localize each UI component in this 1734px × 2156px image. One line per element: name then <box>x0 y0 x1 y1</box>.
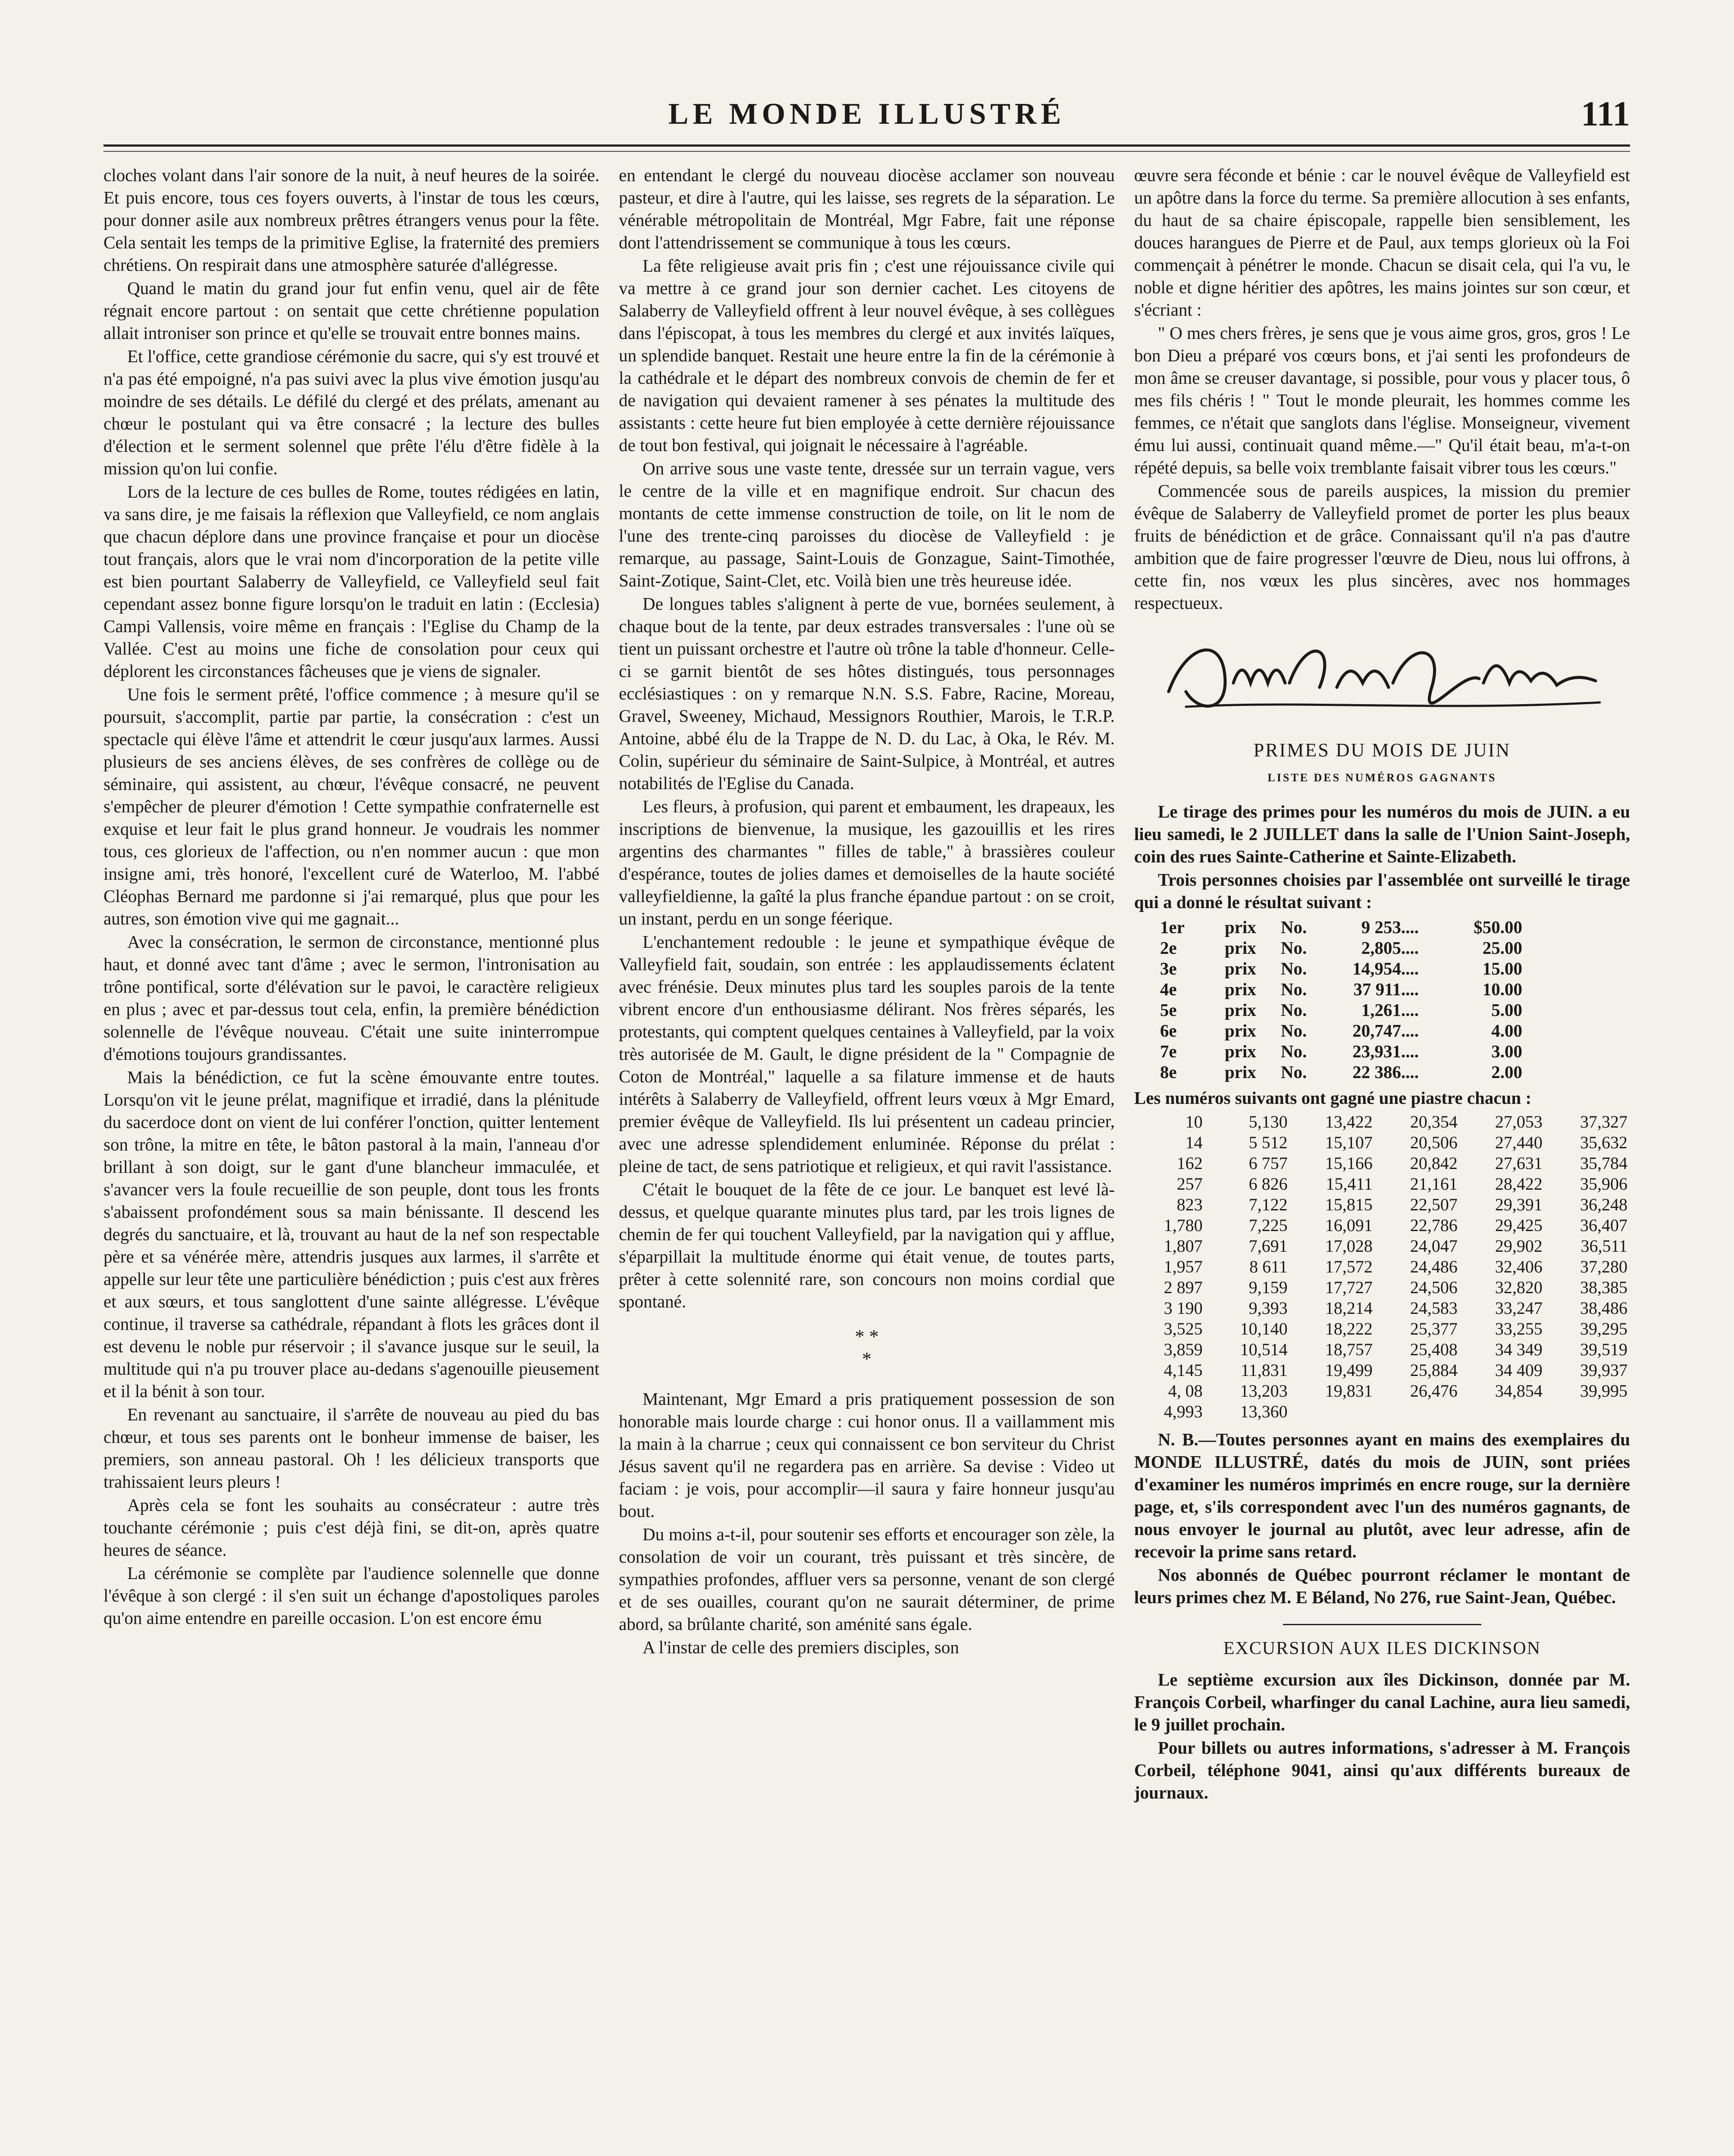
paragraph: Après cela se font les souhaits au consécrateur : autre très touchante cérémonie ; puis c'est déjà fini, se dit-on, après quatre heures de séance. <box>103 1495 599 1560</box>
winners-row <box>1134 1194 1630 1215</box>
winning-number: 9,159 <box>1248 1278 1288 1297</box>
winning-number: 20,506 <box>1410 1133 1458 1152</box>
winning-number: 34 409 <box>1495 1360 1543 1380</box>
paragraph: Maintenant, Mgr Emard a pris pratiquement possession de son honorable mais lourde charge : cui honor onus. Il a vaillamment mis la main à la charrue ; ceux qui connaissent ce bon serviteur du Christ Jésus savent qu'il ne regardera pas en arrière. Sa devise : Video ut faciam : je vois, pour accomplir—il saura y faire honneur jusqu'au bout. <box>619 1389 1115 1521</box>
winners-row <box>1134 1236 1630 1257</box>
winning-number: 14 <box>1185 1133 1203 1152</box>
paragraph: Commencée sous de pareils auspices, la mission du premier évêque de Salaberry de Valleyfield promet de porter les plus beaux fruits de bénédiction et de grâce. Connaissant qu'il n'a pas d'autre ambition que de faire progresser l'œuvre de Dieu, nous lui offrons, à cette fin, nos vœux les plus sincères, avec nos hommages respectueux. <box>1134 481 1630 613</box>
winning-number: 27,053 <box>1495 1112 1543 1131</box>
prize-row: 2e prix No. 2,805.... 25.00 <box>1160 938 1522 958</box>
masthead-rule <box>103 144 1630 147</box>
winning-number: 24,047 <box>1410 1236 1458 1256</box>
winners-row <box>1134 1132 1630 1153</box>
winning-number: 823 <box>1176 1195 1203 1214</box>
paragraph: Et l'office, cette grandiose cérémonie du sacre, qui s'y est trouvé et n'a pas été empoigné, n'a pas suivi avec la plus vive émotion jusqu'au moindre de ses détails. Le défilé du clergé et des prélats, amenant au chœur le postulant qui va être consacré ; la lecture des bulles d'élection et le serment solennel que prête l'élu d'être fidèle à la mission qu'on lui confie. <box>103 346 599 478</box>
winners-row <box>1134 1298 1630 1319</box>
winning-number: 35,784 <box>1580 1153 1627 1173</box>
winning-number: 33,247 <box>1495 1298 1543 1318</box>
paragraph: œuvre sera féconde et bénie : car le nouvel évêque de Valleyfield est un apôtre dans la force du terme. Sa première allocution à ses enfants, du haut de sa chaire épiscopale, rappelle bien sensiblement, les douces harangues de Pierre et de Paul, aux temps glorieux où la Foi commençait à pénétrer le monde. Chacun se disait cela, qui l'a vu, le noble et digne héritier des apôtres, les mains jointes sur son cœur, et s'écriant : <box>1134 165 1630 320</box>
winning-number: 7,122 <box>1248 1195 1288 1214</box>
winners-row <box>1134 1112 1630 1132</box>
winning-number: 32,406 <box>1495 1257 1543 1276</box>
paragraph: A l'instar de celle des premiers disciples, son <box>643 1637 959 1657</box>
winning-number: 3 190 <box>1163 1298 1203 1318</box>
winning-number: 1,780 <box>1163 1216 1203 1235</box>
winning-number: 13,203 <box>1240 1381 1288 1401</box>
paragraph: C'était le bouquet de la fête de ce jour. Le banquet est levé là-dessus, et quelque quarante minutes plus tard, par les trois lignes de chemin de fer qui touchent Valleyfield, par la navigation qui y afflue, s'éparpillait la multitude énorme qui était venue, de toutes parts, prêter à cette solennité rare, son concours non moins cordial que spontané. <box>619 1179 1115 1311</box>
paragraph: L'enchantement redouble : le jeune et sympathique évêque de Valleyfield fait, soudain, son entrée : les applaudissements éclatent avec frénésie. Deux minutes plus tard les souples parois de la tente vibrent encore d'un enthousiasme délirant. Nos frères séparés, les protestants, qui comptent quelques centaines à Valleyfield, par la voix très autorisée de M. Gault, le digne président de la " Compagnie de Coton de Montréal," laquelle a sa filature immense et de hauts intérêts à Salaberry de Valleyfield, offrent leurs vœux à Mgr Emard, premier évêque de Valleyfield. Ils lui présentent un cadeau princier, avec une adresse splendidement enluminée. Réponse du prélat : pleine de tact, de sens patriotique et religieux, et qui ravit l'assistance. <box>619 932 1115 1176</box>
winning-number <box>1545 1401 1630 1422</box>
winning-number <box>1290 1401 1375 1422</box>
prize-row: 7e prix No. 23,931.... 3.00 <box>1160 1041 1522 1061</box>
winning-number: 37,327 <box>1580 1112 1627 1131</box>
winning-number: 22,507 <box>1410 1195 1458 1214</box>
winning-number: 34 349 <box>1495 1340 1543 1359</box>
winning-number: 15,411 <box>1326 1174 1373 1194</box>
winners-row <box>1134 1319 1630 1339</box>
paragraph: Les fleurs, à profusion, qui parent et embaument, les drapeaux, les inscriptions de bienvenue, la musique, les gazouillis et les rires argentins des charmantes " filles de table," à brassières couleur d'espérance, toutes de jolies dames et demoiselles de la haute société valleyfieldienne, la gaîté la plus franche épandue partout : on se croit, un instant, perdu en un songe féerique. <box>619 796 1115 928</box>
winning-number: 3,859 <box>1163 1340 1203 1359</box>
paragraph: Mais la bénédiction, ce fut la scène émouvante entre toutes. Lorsqu'on vit le jeune prélat, magnifique et irradié, dans la plénitude du sacerdoce dont on vient de lui conférer l'onction, quitter lentement son trône, la mitre en tête, le bâton pastoral à la main, l'anneau d'or brillant à son doigt, sur le gant d'une blancheur immaculée, et s'avancer vers la foule recueillie de son peuple, dont tous les fronts s'abaissent profondément sous sa main bénissante. Il descend les degrés du sanctuaire, et là, trouvant au haut de la nef son respectable père et sa vénérée mère, attendris jusques aux larmes, il s'arrête et appelle sur leur tête une particulière bénédiction ; puis c'est aux frères et aux sœurs, et tous sanglottent d'une sainte allégresse. L'évêque continue, il traverse sa cathédrale, répandant à flots les grâces dont il est devenu le noble pur réservoir ; il s'avance jusque sur le seuil, la multitude qui n'a pu trouver place au-dedans s'agenouille pieusement et il la bénit à son tour. <box>103 1067 599 1401</box>
winning-number: 29,391 <box>1495 1195 1543 1214</box>
paragraph: Lors de la lecture de ces bulles de Rome, toutes rédigées en latin, va sans dire, je me faisais la réflexion que Valleyfield, ce nom anglais que chacun déplore dans une province française et pour un diocèse tout français, alors que le vrai nom d'incorporation de la petite ville est bien pourtant Salaberry de Valleyfield, ce Valleyfield seul fait cependant assez bonne figure lorsqu'on le traduit en latin : (Ecclesia) Campi Vallensis, voire même en français : l'Eglise du Champ de la Vallée. C'est au moins une fiche de consolation pour ceux qui déplorent les circonstances fâcheuses que je viens de signaler. <box>103 482 599 681</box>
winning-number: 6 826 <box>1248 1174 1288 1194</box>
winning-number: 5 512 <box>1248 1133 1288 1152</box>
winning-number: 24,506 <box>1410 1278 1458 1297</box>
winning-number: 2 897 <box>1163 1278 1203 1297</box>
winning-number: 25,884 <box>1410 1360 1458 1380</box>
prize-row: 6e prix No. 20,747.... 4.00 <box>1160 1021 1522 1040</box>
prize-row: 8e prix No. 22 386.... 2.00 <box>1160 1062 1522 1082</box>
section-separator-stars: * * * <box>855 1326 879 1369</box>
paragraph: On arrive sous une vaste tente, dressée sur un terrain vague, vers le centre de la ville et en magnifique endroit. Sur chacun des montants de cette immense construction de toile, on lit le nom de l'une des trente-cinq paroisses du diocèse de Valleyfield : je remarque, au passage, Saint-Louis de Gonzague, Saint-Timothée, Saint-Zotique, Saint-Clet, etc. Voilà bien une très heureuse idée. <box>619 458 1115 590</box>
winners-row <box>1134 1339 1630 1360</box>
winning-number: 29,902 <box>1495 1236 1543 1256</box>
paragraph: cloches volant dans l'air sonore de la nuit, à neuf heures de la soirée. Et puis encore, tous ces foyers ouverts, à l'instar de tous les cœurs, pour donner asile aux nombreux prêtres étrangers venus pour la fête. Cela sentait les temps de la primitive Eglise, la fraternité des premiers chrétiens. On respirait dans une atmosphère saturée d'allégresse. <box>103 165 599 275</box>
winning-number: 24,486 <box>1410 1257 1458 1276</box>
masthead-rule-thin <box>103 151 1630 152</box>
winning-number: 22,786 <box>1410 1216 1458 1235</box>
winning-number: 4,993 <box>1163 1402 1203 1421</box>
winning-number: 32,820 <box>1495 1278 1543 1297</box>
excursion-paragraph: Pour billets ou autres informations, s'adresser à M. François Corbeil, téléphone 9041, ainsi qu'aux différents bureaux de journaux. <box>1134 1738 1630 1802</box>
winning-number: 1,807 <box>1163 1236 1203 1256</box>
winning-number: 27,440 <box>1495 1133 1543 1152</box>
winning-number: 20,842 <box>1410 1153 1458 1173</box>
winning-number: 18,222 <box>1325 1319 1373 1338</box>
winning-number: 5,130 <box>1248 1112 1288 1131</box>
winning-number: 8 611 <box>1249 1257 1288 1276</box>
winning-number: 37,280 <box>1580 1257 1627 1276</box>
winning-number: 24,583 <box>1410 1298 1458 1318</box>
winning-number: 10,514 <box>1240 1340 1288 1359</box>
winning-number: 3,525 <box>1163 1319 1203 1338</box>
winning-number: 39,937 <box>1580 1360 1627 1380</box>
winning-number: 35,632 <box>1580 1133 1627 1152</box>
winning-number: 15,166 <box>1325 1153 1373 1173</box>
winners-row <box>1134 1215 1630 1236</box>
winning-number: 38,486 <box>1580 1298 1627 1318</box>
winning-number: 7,691 <box>1248 1236 1288 1256</box>
winning-number: 17,572 <box>1325 1257 1373 1276</box>
winning-number: 25,408 <box>1410 1340 1458 1359</box>
newspaper-title: LE MONDE ILLUSTRÉ <box>668 97 1066 131</box>
paragraph: En revenant au sanctuaire, il s'arrête de nouveau au pied du bas chœur, et tous ses parents ont le bonheur immense de baiser, les premiers, son anneau pastoral. Oh ! les délicieux transports que trahissaient leurs pleurs ! <box>103 1404 599 1492</box>
winning-number: 10 <box>1185 1112 1203 1131</box>
winning-number: 15,815 <box>1325 1195 1373 1214</box>
winning-number: 27,631 <box>1495 1153 1543 1173</box>
prizes-note: N. B.—Toutes personnes ayant en mains des exemplaires du MONDE ILLUSTRÉ, datés du mois de JUIN, sont priées d'examiner les numéros imprimés en encre rouge, sur la dernière page, et, s'ils correspondent avec l'un des numéros gagnants, de nous envoyer le journal au plutôt, avec leur adresse, afin de recevoir la prime sans retard. <box>1134 1429 1630 1561</box>
prize-row: 1er prix No. 9 253.... $50.00 <box>1160 917 1522 937</box>
winning-numbers-table <box>1134 1112 1630 1422</box>
winning-number <box>1460 1401 1545 1422</box>
column-2 <box>619 164 1115 2156</box>
winning-number: 10,140 <box>1240 1319 1288 1338</box>
prizes-intro-2: Trois personnes choisies par l'assemblée ont surveillé le tirage qui a donné le résultat suivant : <box>1134 870 1630 912</box>
paragraph: Du moins a-t-il, pour soutenir ses efforts et encourager son zèle, la consolation de voir un courant, très puissant et très sincère, de sympathies profondes, affluer vers sa personne, venant de son clergé et de ses ouailles, courant qu'on ne saurait déterminer, de prime abord, sa brûlante charité, son aménité sans égale. <box>619 1524 1115 1634</box>
winning-number: 33,255 <box>1495 1319 1543 1338</box>
winning-number: 17,727 <box>1325 1278 1373 1297</box>
winners-row <box>1134 1153 1630 1174</box>
winning-number: 35,906 <box>1580 1174 1627 1194</box>
winners-row <box>1134 1277 1630 1298</box>
prizes-quebec-note: Nos abonnés de Québec pourront réclamer le montant de leurs primes chez M. E Béland, No 276, rue Saint-Jean, Québec. <box>1134 1565 1630 1607</box>
winning-number: 38,385 <box>1580 1278 1627 1297</box>
winning-number: 25,377 <box>1410 1319 1458 1338</box>
winning-number: 21,161 <box>1410 1174 1458 1194</box>
winning-number: 162 <box>1176 1153 1203 1173</box>
author-signature-image <box>1134 618 1630 730</box>
winning-number: 18,214 <box>1325 1298 1373 1318</box>
winning-number: 39,295 <box>1580 1319 1627 1338</box>
winning-number: 6 757 <box>1248 1153 1288 1173</box>
masthead <box>103 94 1630 140</box>
winning-number: 7,225 <box>1248 1216 1288 1235</box>
paragraph: en entendant le clergé du nouveau diocèse acclamer son nouveau pasteur, et dire à l'autre, qui les laisse, ses regrets de la séparation. Le vénérable métropolitain de Montréal, Mgr Fabre, fait une réponse dont l'attendrissement se communique à tous les cœurs. <box>619 165 1115 252</box>
excursion-paragraph: Le septième excursion aux îles Dickinson, donnée par M. François Corbeil, wharfinger du canal Lachine, aura lieu samedi, le 9 juillet prochain. <box>1134 1670 1630 1734</box>
prizes-subtitle: LISTE DES NUMÉROS GAGNANTS <box>1267 771 1497 784</box>
winners-row <box>1134 1257 1630 1277</box>
winning-number: 16,091 <box>1325 1216 1373 1235</box>
prizes-intro: Le tirage des primes pour les numéros du mois de JUIN. a eu lieu samedi, le 2 JUILLET dans la salle de l'Union Saint-Joseph, coin des rues Sainte-Catherine et Sainte-Elizabeth. <box>1134 802 1630 866</box>
winning-number: 28,422 <box>1495 1174 1543 1194</box>
winning-number: 1,957 <box>1163 1257 1203 1276</box>
prize-row: 3e prix No. 14,954.... 15.00 <box>1160 959 1522 978</box>
paragraph: De longues tables s'alignent à perte de vue, bornées seulement, à chaque bout de la tente, par deux estrades transversales : l'une où se tient un puissant orchestre et l'autre où trône la table d'honneur. Celle-ci se garnit bientôt de ses hôtes distingués, tous personnages ecclésiastiques : on y remarque N.N. S.S. Fabre, Racine, Moreau, Gravel, Sweeney, Michaud, Messignors Routhier, Marois, le T.R.P. Antoine, abbé élu de la Trappe de N. D. du Lac, à Oka, le Rév. M. Colin, supérieur du séminaire de Saint-Sulpice, à Montréal, et autres notabilités de l'Eglise du Canada. <box>619 594 1115 793</box>
prize-list <box>1160 917 1630 1082</box>
paragraph: Une fois le serment prêté, l'office commence ; à mesure qu'il se poursuit, s'accomplit, partie par partie, la consécration : c'est un spectacle qui élève l'âme et attendrit le cœur jusqu'aux larmes. Aussi plusieurs de ses anciens élèves, de ses confrères de collège ou de séminaire, qui assistent, au chœur, l'évêque consacré, ne peuvent s'empêcher de pleurer d'émotion ! Cette sympathie confraternelle est exquise et leur fait le plus grand honneur. Je voudrais les nommer tous, ces glorieux de l'affection, ou n'en nommer aucun : que mon insigne ami, très honoré, l'excellent curé de Waterloo, M. l'abbé Cléophas Bernard me pardonne si j'ai remarqué, plus que pour les autres, son émotion vive qui me gagnait... <box>103 684 599 928</box>
winning-number: 20,354 <box>1410 1112 1458 1131</box>
column-1 <box>103 164 599 2156</box>
winners-row <box>1134 1381 1630 1401</box>
winning-number <box>1375 1401 1460 1422</box>
winning-number: 39,995 <box>1580 1381 1627 1401</box>
winning-number: 18,757 <box>1325 1340 1373 1359</box>
winning-number: 4, 08 <box>1168 1381 1203 1401</box>
prize-row: 5e prix No. 1,261.... 5.00 <box>1160 1000 1522 1020</box>
winning-number: 17,028 <box>1325 1236 1373 1256</box>
page-number: 111 <box>1581 94 1630 133</box>
winning-number: 36,407 <box>1580 1216 1627 1235</box>
column-3 <box>1134 164 1630 2156</box>
winning-number: 36,248 <box>1580 1195 1627 1214</box>
winning-number: 15,107 <box>1325 1133 1373 1152</box>
winning-number: 9,393 <box>1248 1298 1288 1318</box>
winning-number: 19,831 <box>1325 1381 1373 1401</box>
winners-row <box>1134 1401 1630 1422</box>
prize-row: 4e prix No. 37 911.... 10.00 <box>1160 979 1522 999</box>
winning-number: 257 <box>1176 1174 1203 1194</box>
winning-number: 11,831 <box>1241 1360 1288 1380</box>
paragraph: La cérémonie se complète par l'audience solennelle que donne l'évêque à son clergé : il s'en suit un échange d'apostoliques paroles qu'on aime entendre en pareille occasion. L'on est encore ému <box>103 1563 599 1628</box>
excursion-title: EXCURSION AUX ILES DICKINSON <box>1223 1639 1541 1658</box>
winning-number: 26,476 <box>1410 1381 1458 1401</box>
paragraph: " O mes chers frères, je sens que je vous aime gros, gros, gros ! Le bon Dieu a préparé vos cœurs bons, et j'ai senti les profondeurs de mon âme se creuser davantage, si possible, pour vous y placer tous, ô mes fils chéris ! " Tout le monde pleurait, les hommes comme les femmes, ce n'était que sanglots dans l'église. Monseigneur, vivement ému lui aussi, continuait quand même.—" Qu'il était beau, m'a-t-on répété depuis, sa belle voix tremblante faisait vibrer tous les cœurs." <box>1134 323 1630 477</box>
winning-number: 4,145 <box>1163 1360 1203 1380</box>
winners-row <box>1134 1174 1630 1194</box>
paragraph: Avec la consécration, le sermon de circonstance, mentionné plus haut, et donné avec tant d'âme ; avec le sermon, l'intronisation au trône pontifical, sorte d'élévation sur le pavoi, le caractère religieux en plus ; avec et par-dessus tout cela, enfin, la première bénédiction solennelle de l'évêque nouveau. C'était une suite ininterrompue d'émotions toujours grandissantes. <box>103 932 599 1064</box>
winning-number: 13,360 <box>1240 1402 1288 1421</box>
section-divider <box>1283 1624 1481 1625</box>
winning-number: 19,499 <box>1325 1360 1373 1380</box>
paragraph: Quand le matin du grand jour fut enfin venu, quel air de fête régnait encore partout : on sentait que cette chrétienne population allait introniser son prince et qu'elle se trouvait entre bonnes mains. <box>103 278 599 343</box>
paragraph: La fête religieuse avait pris fin ; c'est une réjouissance civile qui va mettre à ce grand jour son dernier cachet. Les citoyens de Salaberry de Valleyfield offrent à leur nouvel évêque, à ses collègues dans l'épiscopat, à tous les membres du clergé et aux invités laïques, un splendide banquet. Restait une heure entre la fin de la cérémonie à la cathédrale et le départ des nombreux convois de chemin de fer et de navigation qui devaient ramener à ses pénates la multitude des assistants : cette heure fut bien employée à cette dernière réjouissance de tout bon festival, qui joignait le nécessaire à l'agréable. <box>619 256 1115 455</box>
prizes-title: PRIMES DU MOIS DE JUIN <box>1253 740 1511 761</box>
winning-number: 29,425 <box>1495 1216 1543 1235</box>
winning-number: 13,422 <box>1325 1112 1373 1131</box>
winners-intro: Les numéros suivants ont gagné une piastre chacun : <box>1134 1088 1532 1108</box>
winning-number: 34,854 <box>1495 1381 1543 1401</box>
winning-number: 39,519 <box>1580 1340 1627 1359</box>
winners-row <box>1134 1360 1630 1381</box>
winning-number: 36,511 <box>1580 1236 1627 1256</box>
